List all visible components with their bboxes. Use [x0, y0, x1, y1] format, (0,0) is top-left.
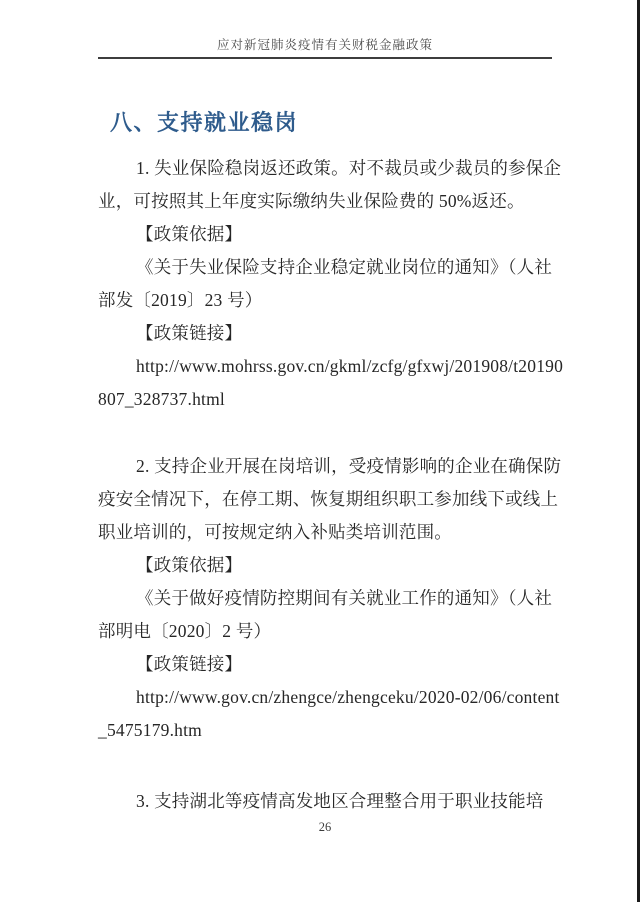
text-line: http://www.mohrss.gov.cn/gkml/zcfg/gfxwj/201908/t20190 [136, 356, 564, 376]
text-line: 3. 支持湖北等疫情高发地区合理整合用于职业技能培 [136, 791, 544, 811]
text-line: 【政策链接】 [136, 323, 243, 343]
text-line: 部明电〔2020〕2 号） [98, 621, 272, 641]
text-line: 疫安全情况下，在停工期、恢复期组织职工参加线下或线上 [98, 489, 559, 509]
text-line: 【政策依据】 [136, 224, 243, 244]
blank-line [98, 416, 552, 450]
text-line: 职业培训的，可按规定纳入补贴类培训范围。 [98, 522, 452, 542]
page-header [98, 0, 552, 59]
text-line: http://www.gov.cn/zhengce/zhengceku/2020-02/06/content [136, 687, 560, 707]
page-body [98, 110, 564, 818]
text-line: 【政策依据】 [136, 555, 243, 575]
text-line: 业，可按照其上年度实际缴纳失业保险费的 50%返还。 [98, 191, 525, 211]
text-line: 部发〔2019〕23 号） [98, 290, 263, 310]
running-header-title: 应对新冠肺炎疫情有关财税金融政策 [216, 38, 433, 52]
text-line: 《关于失业保险支持企业稳定就业岗位的通知》（人社 [136, 257, 553, 277]
text-line: 《关于做好疫情防控期间有关就业工作的通知》（人社 [136, 588, 553, 608]
section-title: 八、支持就业稳岗 [110, 110, 299, 135]
blank-line [98, 747, 552, 785]
page-number: 26 [318, 820, 332, 834]
text-line: 【政策链接】 [136, 654, 243, 674]
text-line: 2. 支持企业开展在岗培训，受疫情影响的企业在确保防 [136, 456, 562, 476]
text-lines-container [98, 152, 564, 818]
text-line: _5475179.htm [98, 720, 202, 740]
header-divider [98, 57, 552, 59]
text-line: 807_328737.html [98, 389, 225, 409]
text-line: 1. 失业保险稳岗返还政策。对不裁员或少裁员的参保企 [136, 158, 562, 178]
